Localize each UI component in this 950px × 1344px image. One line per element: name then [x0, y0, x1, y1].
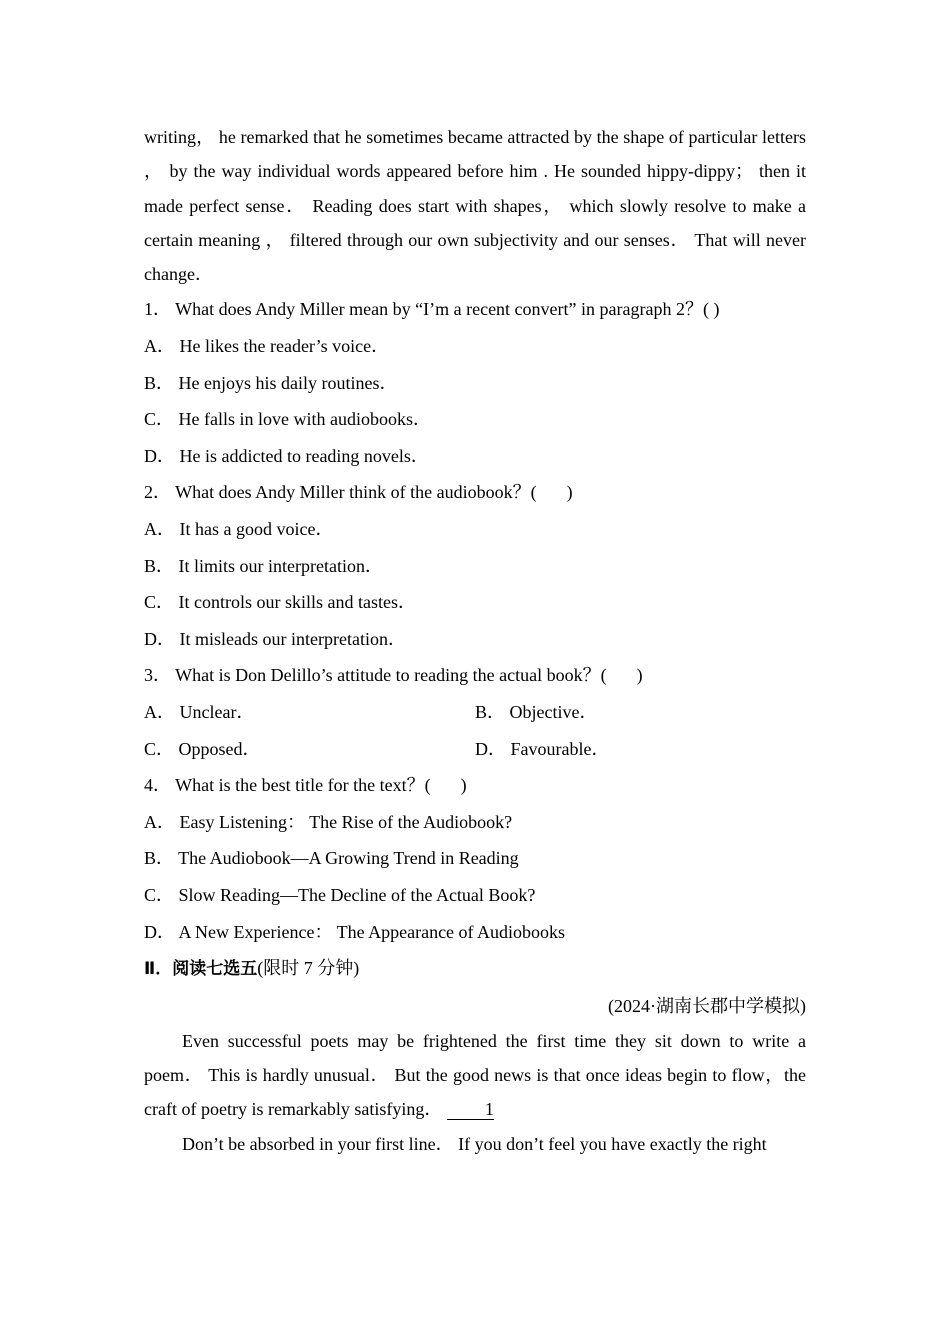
question-3-options-row-2 — [144, 731, 806, 768]
question-4-option-b[interactable]: B． The Audiobook—A Growing Trend in Reading — [144, 848, 519, 869]
section-title: Ⅱ．阅读七选五 — [144, 959, 258, 980]
question-3-option-d[interactable]: D． Favourable． — [475, 738, 610, 759]
intro-paragraph: writing， he remarked that he sometimes became attracted by the shape of particular letters ， by the way individual words appeared before him . He sounded hippy-dippy； then it made perfect sense． Reading does start with shapes， which slowly resolve to make a certain meaning ， filtered through our own subjectivity and our senses． That will never change． — [144, 127, 806, 285]
question-3-option-c[interactable]: C． Opposed． — [144, 738, 261, 759]
question-2-option-b[interactable]: B． It limits our interpretation． — [144, 555, 383, 576]
section-time-limit: (限时 7 分钟) — [257, 958, 360, 979]
question-2-option-c[interactable]: C． It controls our skills and tastes． — [144, 592, 416, 613]
question-2-option-d[interactable]: D． It misleads our interpretation． — [144, 628, 406, 649]
question-4-option-c[interactable]: C． Slow Reading—The Decline of the Actual Book? — [144, 884, 536, 905]
question-1-stem: 1． What does Andy Miller mean by “I’m a recent convert” in paragraph 2？( ) — [144, 299, 720, 320]
question-4-stem: 4． What is the best title for the text？( ) — [144, 775, 467, 796]
question-1-option-d[interactable]: D． He is addicted to reading novels． — [144, 445, 429, 466]
section-heading — [144, 950, 806, 988]
question-3-option-b[interactable]: B． Objective． — [475, 702, 598, 723]
passage-paragraph-2: Don’t be absorbed in your first line． If you don’t feel you have exactly the right — [182, 1133, 767, 1154]
question-1-option-c[interactable]: C． He falls in love with audiobooks． — [144, 409, 431, 430]
question-4-option-d[interactable]: D． A New Experience： The Appearance of Audiobooks — [144, 921, 566, 942]
question-3-option-a[interactable]: A． Unclear． — [144, 702, 255, 723]
question-1-option-b[interactable]: B． He enjoys his daily routines． — [144, 372, 398, 393]
blank-1[interactable]: 1 — [447, 1099, 494, 1120]
question-4-option-a[interactable]: A． Easy Listening： The Rise of the Audiobook? — [144, 811, 513, 832]
question-3-options-row-1 — [144, 694, 806, 731]
question-2-option-a[interactable]: A． It has a good voice． — [144, 519, 334, 540]
question-3-stem: 3． What is Don Delillo’s attitude to reading the actual book？( ) — [144, 665, 643, 686]
passage-paragraph-1: Even successful poets may be frightened the first time they sit down to write a poem． This is hardly unusual． But the good news is that once ideas begin to flow，the craft of poetry is remarkably satisfying． 1 — [144, 1030, 806, 1120]
question-2-stem: 2． What does Andy Miller think of the audiobook？( ) — [144, 482, 573, 503]
document-page — [144, 120, 806, 1161]
question-1-option-a[interactable]: A． He likes the reader’s voice． — [144, 336, 390, 357]
passage-source: (2024·湖南长郡中学模拟) — [608, 995, 806, 1016]
